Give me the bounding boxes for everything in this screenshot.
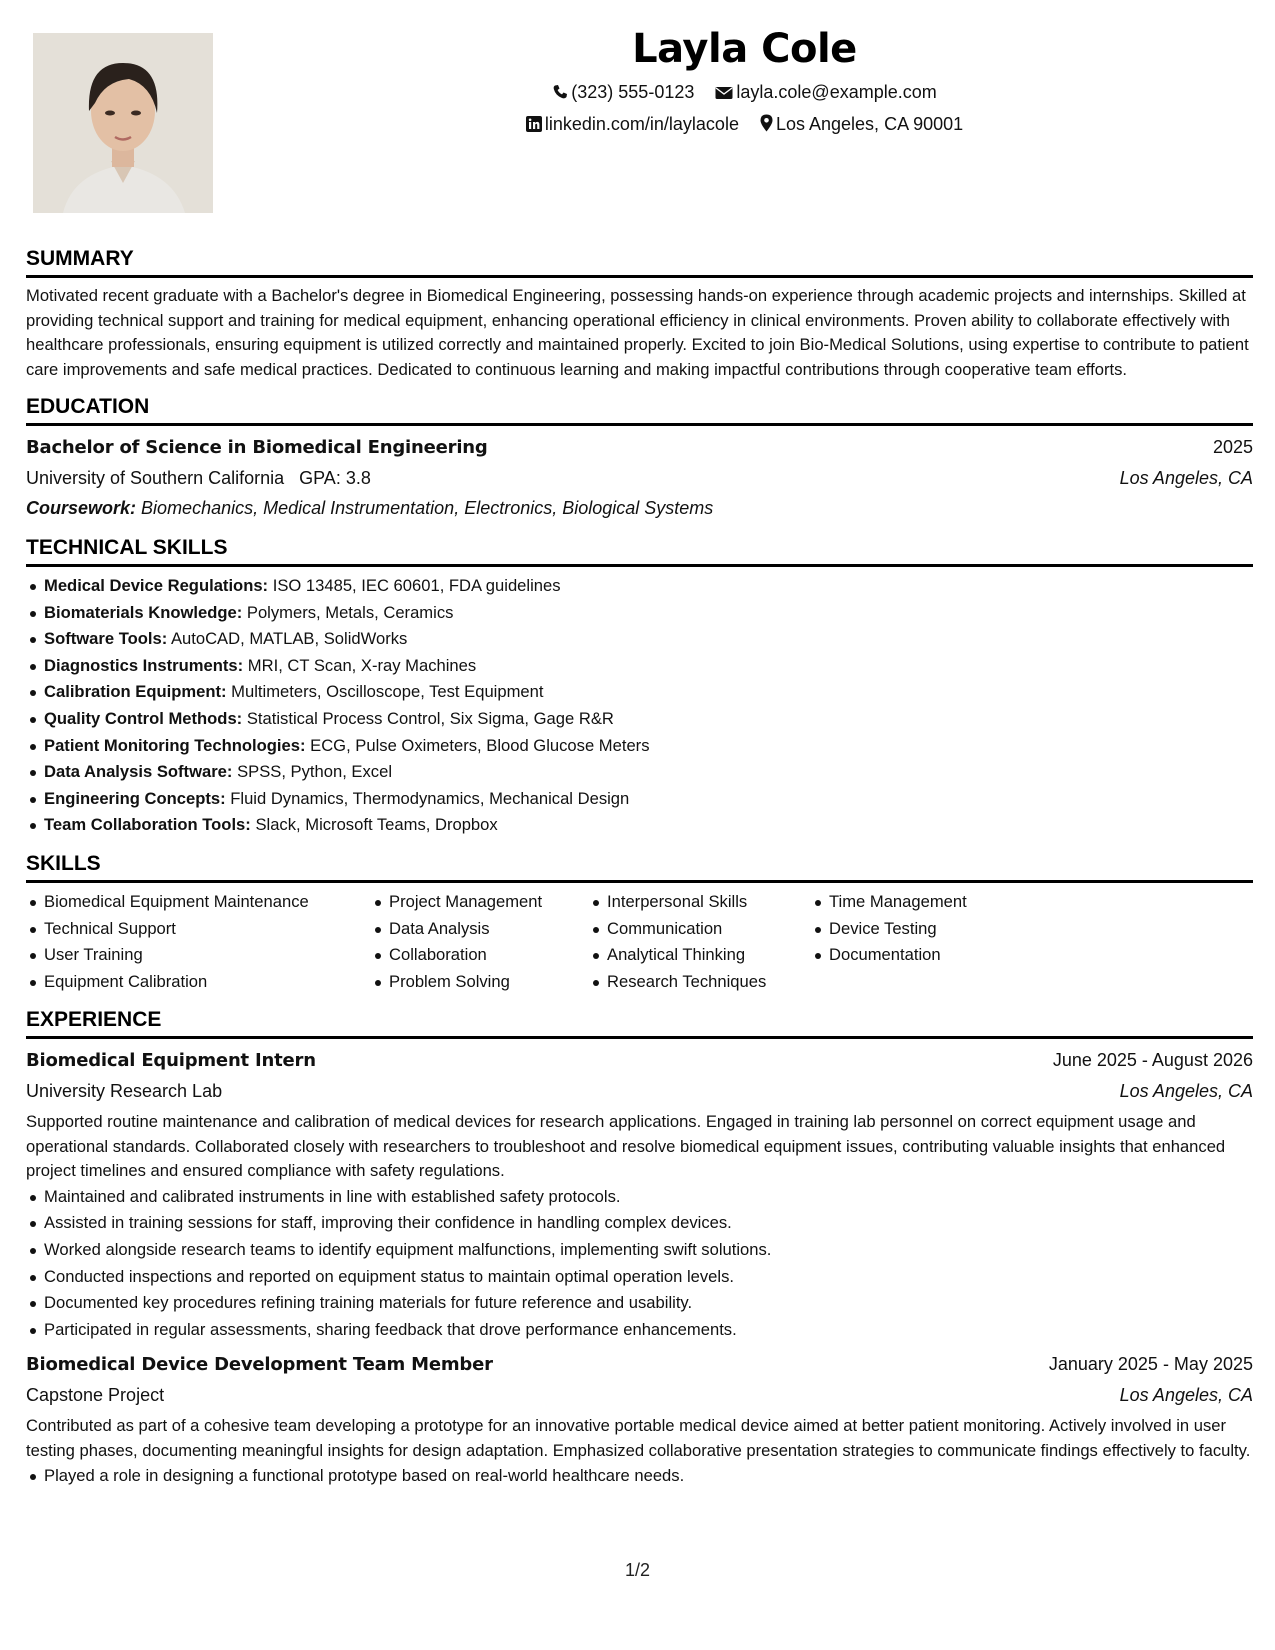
job-dates: June 2025 - August 2026 [1052, 1050, 1253, 1071]
list-item [26, 706, 1253, 733]
skills-column [811, 889, 967, 995]
skills-heading: SKILLS [26, 851, 101, 875]
list-item: Biomedical Equipment Maintenance [26, 889, 371, 916]
list-item: Technical Support [26, 916, 371, 943]
summary-heading: SUMMARY [26, 247, 134, 270]
list-item: Equipment Calibration [26, 969, 371, 996]
coursework-label: Coursework: [26, 498, 137, 518]
job-title-row [26, 1349, 1253, 1380]
linkedin-contact [526, 108, 739, 140]
list-item: Documented key procedures refining training materials for future reference and usability. [26, 1290, 1253, 1317]
list-item: Worked alongside research teams to identify equipment malfunctions, implementing swift solutions. [26, 1237, 1253, 1264]
list-item: Project Management [371, 889, 589, 916]
skills-column [589, 889, 811, 995]
list-item: Analytical Thinking [589, 942, 811, 969]
email-text: layla.cole@example.com [736, 82, 937, 102]
linkedin-text: linkedin.com/in/laylacole [544, 114, 739, 134]
skill-category: Diagnostics Instruments: [44, 655, 244, 675]
technical-skills-section [26, 535, 1253, 839]
job-bullets [26, 1463, 1253, 1490]
list-item [26, 679, 1253, 706]
skills-grid [26, 889, 1253, 995]
skill-values: ECG, Pulse Oximeters, Blood Glucose Meters [310, 735, 650, 755]
phone-text: (323) 555-0123 [571, 82, 695, 102]
phone-contact [552, 76, 694, 108]
school-location: Los Angeles, CA [1119, 468, 1253, 488]
list-item: Time Management [811, 889, 967, 916]
skill-values: Fluid Dynamics, Thermodynamics, Mechanical Design [230, 788, 630, 808]
list-item [26, 759, 1253, 786]
job-org-row [26, 1380, 1253, 1410]
contact-line-1 [240, 76, 1249, 108]
list-item: Interpersonal Skills [589, 889, 811, 916]
job-entry [26, 1045, 1253, 1343]
coursework-list: Biomechanics, Medical Instrumentation, Electronics, Biological Systems [141, 498, 714, 518]
list-item: Research Techniques [589, 969, 811, 996]
section-divider [26, 423, 1253, 426]
job-title: Biomedical Device Development Team Member [26, 1354, 493, 1376]
job-title-row [26, 1045, 1253, 1076]
technical-skills-list [26, 573, 1253, 839]
list-item: Documentation [811, 942, 967, 969]
list-item [26, 626, 1253, 653]
phone-icon [552, 84, 568, 100]
section-divider [26, 1036, 1253, 1039]
gpa: GPA: 3.8 [299, 468, 371, 488]
skills-column [26, 889, 371, 995]
list-item [26, 573, 1253, 600]
list-item: User Training [26, 942, 371, 969]
job-bullets [26, 1184, 1253, 1344]
job-dates: January 2025 - May 2025 [1048, 1354, 1253, 1375]
skill-category: Data Analysis Software: [44, 762, 233, 782]
skills-column [371, 889, 589, 995]
job-description: Contributed as part of a cohesive team developing a prototype for an innovative portable medical device aimed at better patient monitoring. Actively involved in user testing phases, documenting meaningful insights for design adaptation. Emphasized collaborative presentation strategies to communicate findings effectively to faculty. [26, 1416, 1251, 1460]
skills-section [26, 851, 1253, 995]
graduation-year: 2025 [1212, 437, 1253, 457]
job-location: Los Angeles, CA [1119, 1385, 1253, 1406]
list-item: Collaboration [371, 942, 589, 969]
list-item [26, 653, 1253, 680]
education-row-1 [26, 432, 1253, 463]
skill-category: Biomaterials Knowledge: [44, 602, 243, 622]
skill-category: Software Tools: [44, 629, 168, 649]
job-description: Supported routine maintenance and calibration of medical devices for research applications. Engaged in training lab personnel on correct equipment usage and operational standards. Collaborated closely with researchers to troubleshoot and resolve biomedical equipment issues, contributing valuable insights that enhanced project timelines and ensured compliance with safety regulations. [26, 1112, 1226, 1181]
school-line [26, 463, 371, 493]
job-location: Los Angeles, CA [1119, 1081, 1253, 1102]
school-name: University of Southern California [26, 468, 285, 488]
skill-values: Multimeters, Oscilloscope, Test Equipment [231, 682, 544, 702]
section-divider [26, 275, 1253, 278]
profile-photo-portrait [33, 33, 213, 213]
list-item: Device Testing [811, 916, 967, 943]
map-pin-icon [760, 114, 773, 132]
education-row-2 [26, 463, 1253, 493]
location-contact [760, 108, 963, 140]
list-item [26, 733, 1253, 760]
list-item [26, 786, 1253, 813]
skill-values: MRI, CT Scan, X-ray Machines [247, 655, 477, 675]
skill-values: AutoCAD, MATLAB, SolidWorks [170, 629, 408, 649]
linkedin-icon [526, 116, 542, 132]
skill-category: Quality Control Methods: [44, 708, 243, 728]
contact-line-2 [240, 108, 1249, 140]
summary-section [26, 246, 1253, 382]
location-text: Los Angeles, CA 90001 [775, 114, 964, 134]
list-item: Assisted in training sessions for staff, improving their confidence in handling complex devices. [26, 1210, 1253, 1237]
list-item: Played a role in designing a functional prototype based on real-world healthcare needs. [26, 1463, 1253, 1490]
job-title: Biomedical Equipment Intern [26, 1050, 316, 1072]
list-item: Participated in regular assessments, sharing feedback that drove performance enhancements. [26, 1317, 1253, 1344]
education-heading: EDUCATION [26, 395, 150, 418]
list-item: Problem Solving [371, 969, 589, 996]
skill-values: Slack, Microsoft Teams, Dropbox [255, 815, 498, 835]
job-organization: University Research Lab [26, 1081, 223, 1102]
list-item: Conducted inspections and reported on equipment status to maintain optimal operation levels. [26, 1264, 1253, 1291]
skill-category: Calibration Equipment: [44, 682, 227, 702]
skill-category: Medical Device Regulations: [44, 576, 269, 595]
skill-category: Engineering Concepts: [44, 788, 226, 808]
resume-header [240, 22, 1249, 140]
section-divider [26, 880, 1253, 883]
skill-values: Statistical Process Control, Six Sigma, Gage R&R [246, 708, 614, 728]
page-number: 1/2 [624, 1560, 651, 1580]
technical-skills-heading: TECHNICAL SKILLS [26, 536, 228, 559]
job-entry [26, 1349, 1253, 1490]
section-divider [26, 564, 1253, 567]
skill-values: Polymers, Metals, Ceramics [246, 602, 454, 622]
coursework-line [26, 493, 1253, 523]
skill-values: ISO 13485, IEC 60601, FDA guidelines [272, 576, 561, 595]
resume-body [26, 246, 1253, 1502]
skill-category: Patient Monitoring Technologies: [44, 735, 306, 755]
skill-category: Team Collaboration Tools: [44, 815, 251, 835]
skill-values: SPSS, Python, Excel [237, 762, 393, 782]
list-item: Communication [589, 916, 811, 943]
education-section [26, 394, 1253, 523]
candidate-name: Layla Cole [632, 26, 857, 72]
list-item: Maintained and calibrated instruments in line with established safety protocols. [26, 1184, 1253, 1211]
job-org-row [26, 1076, 1253, 1106]
list-item: Data Analysis [371, 916, 589, 943]
summary-text: Motivated recent graduate with a Bachelor's degree in Biomedical Engineering, possessing hands-on experience through academic projects and internships. Skilled at providing technical support and training for medical equipment, enhancing operational efficiency in clinical environments. Proven ability to collaborate effectively with healthcare professionals, ensuring equipment is utilized correctly and maintained properly. Excited to join Bio-Medical Solutions, using expertise to contribute to patient care improvements and safe medical practices. Dedicated to continuous learning and making impactful contributions through cooperative team efforts. [26, 286, 1249, 379]
experience-section [26, 1007, 1253, 1490]
profile-photo [33, 33, 213, 213]
job-organization: Capstone Project [26, 1385, 165, 1406]
list-item [26, 600, 1253, 627]
email-contact [715, 76, 936, 108]
list-item [26, 812, 1253, 839]
degree-title: Bachelor of Science in Biomedical Engineering [26, 437, 488, 458]
experience-heading: EXPERIENCE [26, 1008, 162, 1032]
envelope-icon [715, 86, 733, 100]
